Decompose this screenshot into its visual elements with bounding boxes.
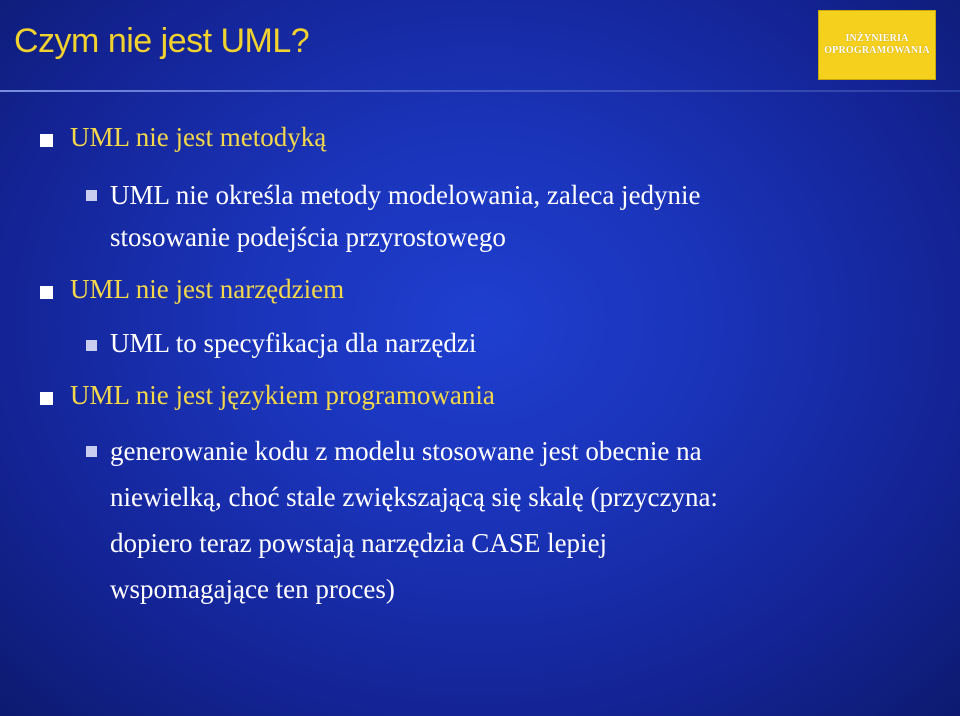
- sub-bullet-square-icon: [86, 446, 97, 457]
- bullet-3-sub-1-text: [110, 428, 718, 612]
- logo-line-1: INŻYNIERIA: [845, 33, 909, 44]
- text-line: niewielką, choć stale zwiększającą się skalę (przyczyna:: [110, 482, 718, 512]
- bullet-2-sub-1-text: UML to specyfikacja dla narzędzi: [110, 328, 477, 358]
- bullet-square-icon: [40, 286, 53, 299]
- bullet-square-icon: [40, 134, 53, 147]
- slide-title: Czym nie jest UML?: [14, 22, 310, 60]
- bullet-2-text: UML nie jest narzędziem: [70, 274, 345, 304]
- sub-bullet-square-icon: [86, 340, 97, 351]
- text-line: UML nie określa metody modelowania, zaleca jedynie: [110, 180, 701, 210]
- text-line: dopiero teraz powstają narzędzia CASE lepiej: [110, 528, 608, 558]
- bullet-1-text: UML nie jest metodyką: [70, 122, 327, 152]
- sub-bullet-square-icon: [86, 190, 97, 201]
- bullet-square-icon: [40, 392, 53, 405]
- logo-line-2: OPROGRAMOWANIA: [824, 45, 930, 56]
- text-line: wspomagające ten proces): [110, 574, 395, 604]
- text-line: generowanie kodu z modelu stosowane jest obecnie na: [110, 436, 702, 466]
- title-divider: [0, 90, 960, 92]
- bullet-1-sub-1-text: [110, 172, 701, 260]
- course-logo: [818, 10, 936, 80]
- bullet-3-text: UML nie jest językiem programowania: [70, 380, 495, 410]
- text-line: stosowanie podejścia przyrostowego: [110, 222, 506, 252]
